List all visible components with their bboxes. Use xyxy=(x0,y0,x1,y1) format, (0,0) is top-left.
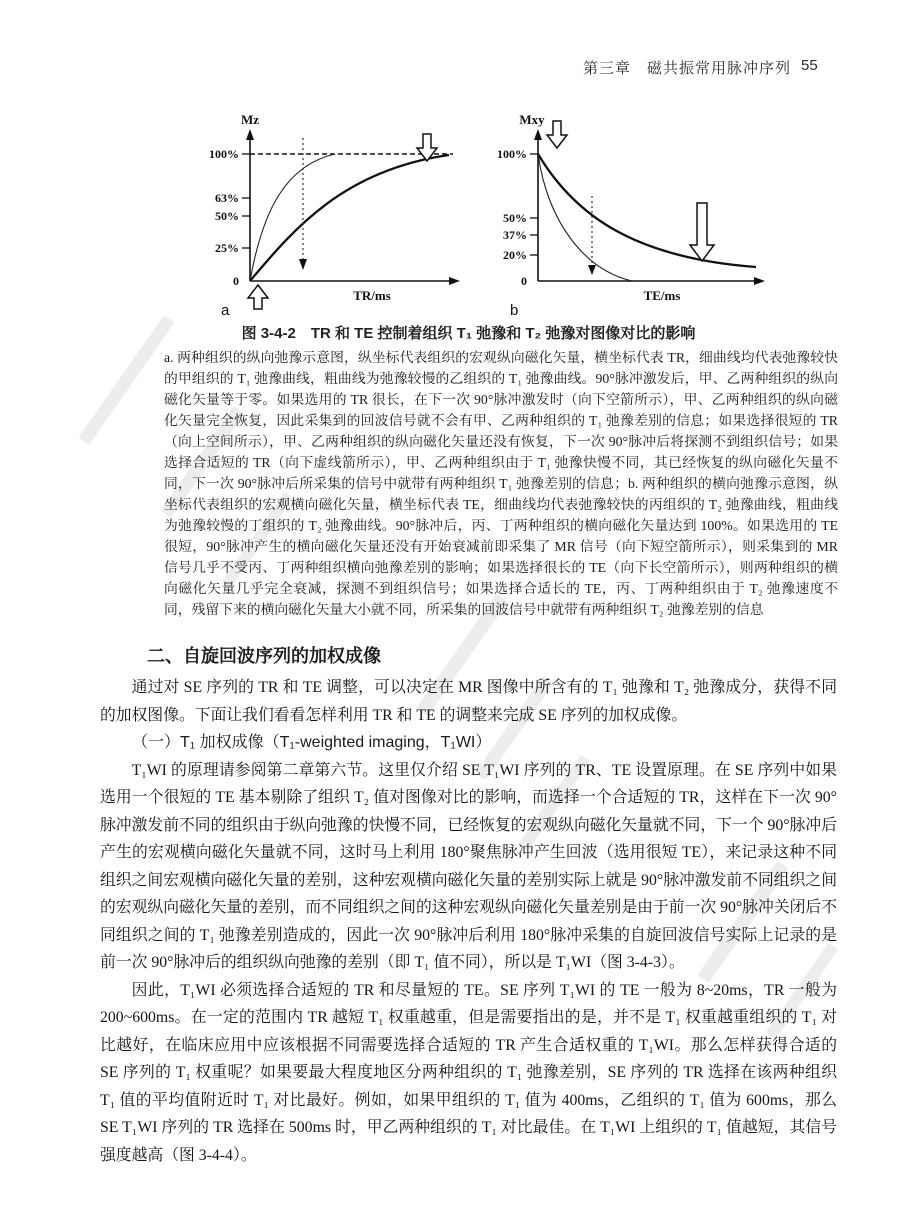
ytick-label: 63% xyxy=(215,191,239,205)
paragraph: 因此，T₁WI 必须选择合适短的 TR 和尽量短的 TE。SE 序列 T₁WI 的 TE 一般为 8~20ms，TR 一般为 200~600ms。在一定的范围内 TR 越短 T₁ 权重越重，但是需要指出的是，并不是 T₁ 权重越重组织的 T₁ 对比越好，在临床应用中应该根据不同需要选择合适短的 TR 产生合适权重的 T₁WI。那么怎样获得合适的 SE 序列的 T₁ 权重呢？如果要最大程度地区分两种组织的 T₁ 弛豫差别，SE 序列的 TR 选择在该两种组织 T₁ 值的平均值附近时 T₁ 对比最好。例如，如果甲组织的 T₁ 值为 400ms，乙组织的 T₁ 值为 600ms，那么 SE T₁WI 序列的 TR 选择在 500ms 时，甲乙两种组织的 T₁ 对比最佳。在 T₁WI 上组织的 T₁ 值越短，其信号强度越高（图 3-4-4）。 xyxy=(100,981,837,1164)
dotted-arrowhead-icon xyxy=(299,259,307,270)
figure-caption-body: a. 两种组织的纵向弛豫示意图，纵坐标代表组织的宏观纵向磁化矢量，横坐标代表 TR，细曲线均代表弛豫较快的甲组织的 T₁ 弛豫曲线，粗曲线为弛豫较慢的乙组织的 T₁ 弛豫曲线。90°脉冲激发后，甲、乙两种组织的纵向磁化矢量等于零。如果选用的 TR 很长，在下一次 90°脉冲激发时（向下空箭所示），甲、乙两种组织的纵向磁化矢量完全恢复，因此采集到的回波信号就不会有甲、乙两种组织的 T₁ 弛豫差别的信息；如果选择很短的 TR（向上空间所示），甲、乙两种组织的纵向磁化矢量还没有恢复，下一次 90°脉冲后将探测不到组织信号；如果选择合适短的 TR（向下虚线箭所示），甲、乙两种组织由于 T₁ 弛豫快慢不同，其已经恢复的纵向磁化矢量不同，下一次 90°脉冲后所采集的信号中就带有两种组织 T₁ 弛豫差别的信息；b. 两种组织的横向弛豫示意图，纵坐标代表组织的宏观横向磁化矢量，横坐标代表 TE，细曲线均代表弛豫较快的丙组织的 T₂ 弛豫曲线，粗曲线为弛豫较慢的丁组织的 T₂ 弛豫曲线。90°脉冲后，丙、丁两种组织的横向磁化矢量达到 100%。如果选用的 TE 很短，90°脉冲产生的横向磁化矢量还没有开始衰减前即采集了 MR 信号（向下短空箭所示），则采集到的 MR 信号几乎不受丙、丁两种组织横向弛豫差别的影响；如果选择很长的 TE（向下长空箭所示），则两种组织的横向磁化矢量几乎完全衰减，探测不到组织信号；如果选择合适长的 TE，丙、丁两种组织由于 T₂ 弛豫速度不同，残留下来的横向磁化矢量大小就不同，所采集的回波信号中就带有两种组织 T₂ 弛豫差别的信息 xyxy=(164,350,838,617)
x-axis-arrowhead-icon xyxy=(754,277,765,285)
ytick-label: 50% xyxy=(503,211,527,225)
x-axis-label: TR/ms xyxy=(353,288,391,303)
curve-tissue-jia-fast-t1 xyxy=(250,154,335,281)
ytick-label: 37% xyxy=(503,228,527,242)
origin-label: 0 xyxy=(521,274,527,288)
ytick-label: 25% xyxy=(215,241,239,255)
ytick-label: 100% xyxy=(209,147,239,161)
hollow-up-arrow-icon xyxy=(248,285,268,309)
running-header-chapter: 第三章 磁共振常用脉冲序列 xyxy=(583,60,792,77)
y-axis-arrowhead-icon xyxy=(246,129,254,140)
section-heading: 二、自旋回波序列的加权成像 xyxy=(147,646,381,666)
chart-a-t1-recovery xyxy=(175,108,480,322)
chart-b-t2-decay xyxy=(480,108,785,322)
panel-letter: b xyxy=(510,302,519,319)
y-axis-label: Mz xyxy=(240,112,260,127)
figure-caption-title: 图 3-4-2 TR 和 TE 控制着组织 T₁ 弛豫和 T₂ 弛豫对图像对比的影响 xyxy=(241,325,696,342)
figure-3-4-2 xyxy=(175,108,785,322)
running-header-page-number: 55 xyxy=(801,57,818,74)
ytick-label: 100% xyxy=(497,147,527,161)
paragraph: 通过对 SE 序列的 TR 和 TE 调整，可以决定在 MR 图像中所含有的 T₁ 弛豫和 T₂ 弛豫成分，获得不同的加权图像。下面让我们看看怎样利用 TR 和 TE 的调整来完成 SE 序列的加权成像。 xyxy=(100,679,837,724)
body-text xyxy=(100,674,837,1169)
x-axis-label: TE/ms xyxy=(643,288,681,303)
subsection-heading: （一）T₁ 加权成像（T₁-weighted imaging，T₁WI） xyxy=(132,734,492,751)
y-axis-arrowhead-icon xyxy=(534,129,542,140)
paragraph: T₁WI 的原理请参阅第二章第六节。这里仅介绍 SE T₁WI 序列的 TR、TE 设置原理。在 SE 序列中如果选用一个很短的 TE 基本剔除了组织 T₂ 值对图像对比的影响，而选择一个合适短的 TR，这样在下一次 90°脉冲激发前不同的组织由于纵向弛豫的快慢不同，已经恢复的宏观纵向磁化矢量就不同，下一个 90°脉冲后产生的宏观横向磁化矢量就不同，这时马上利用 180°聚焦脉冲产生回波（选用很短 TE），来记录这种不同组织之间宏观横向磁化矢量的差别，这种宏观横向磁化矢量的差别实际上就是 90°脉冲激发前不同组织之间的宏观纵向磁化矢量的差别，而不同组织之间的这种宏观纵向磁化矢量差别是由于前一次 90°脉冲关闭后不同组织之间的 T₁ 弛豫差别造成的，因此一次 90°脉冲后利用 180°脉冲采集的自旋回波信号实际上记录的是前一次 90°脉冲后的组织纵向弛豫的差别（即 T₁ 值不同），所以是 T₁WI（图 3-4-3）。 xyxy=(100,761,837,971)
hollow-short-down-arrow-icon xyxy=(547,121,567,148)
panel-letter: a xyxy=(221,302,230,319)
y-axis-label: Mxy xyxy=(519,112,545,127)
ytick-label: 20% xyxy=(503,248,527,262)
ytick-label: 50% xyxy=(215,209,239,223)
curve-tissue-yi-slow-t1 xyxy=(250,155,449,281)
origin-label: 0 xyxy=(233,274,239,288)
hollow-long-down-arrow-icon xyxy=(690,203,714,261)
curve-tissue-ding-slow-t2 xyxy=(538,154,756,267)
dotted-arrowhead-icon xyxy=(588,265,596,275)
x-axis-arrowhead-icon xyxy=(449,277,460,285)
curve-tissue-bing-fast-t2 xyxy=(538,154,632,281)
